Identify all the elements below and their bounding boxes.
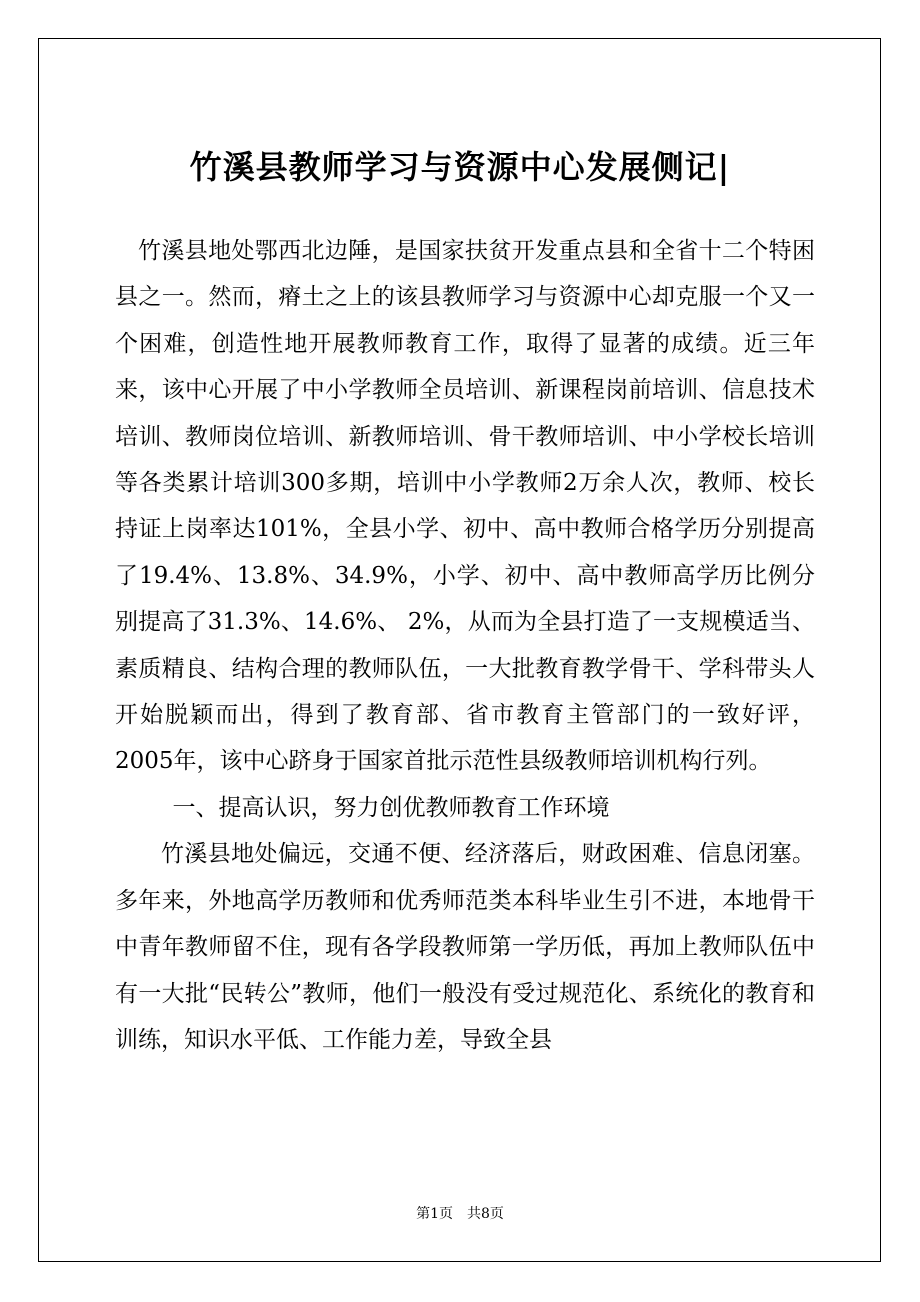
document-body xyxy=(115,228,815,1063)
section-heading-1: 一、提高认识，努力创优教师教育工作环境 xyxy=(172,794,610,821)
paragraph-intro: 竹溪县地处鄂西北边陲，是国家扶贫开发重点县和全省十二个特困县之一。然而，瘠土之上的该县教师学习与资源中心却克服一个又一个困难，创造性地开展教师教育工作，取得了显著的成绩。近三年来，该中心开展了中小学教师全员培训、新课程岗前培训、信息技术培训、教师岗位培训、新教师培训、骨干教师培训、中小学校长培训等各类累计培训300多期，培训中小学教师2万余人次，教师、校长持证上岗率达101%，全县小学、初中、高中教师合格学历分别提高了19.4%、13.8%、34.9%，小学、初中、高中教师高学历比例分别提高了31.3%、14.6%、 2%，从而为全县打造了一支规模适当、素质精良、结构合理的教师队伍，一大批教育教学骨干、学科带头人开始脱颖而出，得到了教育部、省市教育主管部门的一致好评，2005年，该中心跻身于国家首批示范性县级教师培训机构行列。 xyxy=(115,238,815,775)
page-footer: 第1页 共8页 xyxy=(416,1206,504,1222)
document-title: 竹溪县教师学习与资源中心发展侧记| xyxy=(189,148,731,186)
paragraph-section-1: 竹溪县地处偏远，交通不便、经济落后，财政困难、信息闭塞。多年来，外地高学历教师和优秀师范类本科毕业生引不进，本地骨干中青年教师留不住，现有各学段教师第一学历低，再加上教师队伍中有一大批“民转公”教师，他们一般没有受过规范化、系统化的教育和训练，知识水平低、工作能力差，导致全县 xyxy=(115,841,815,1053)
